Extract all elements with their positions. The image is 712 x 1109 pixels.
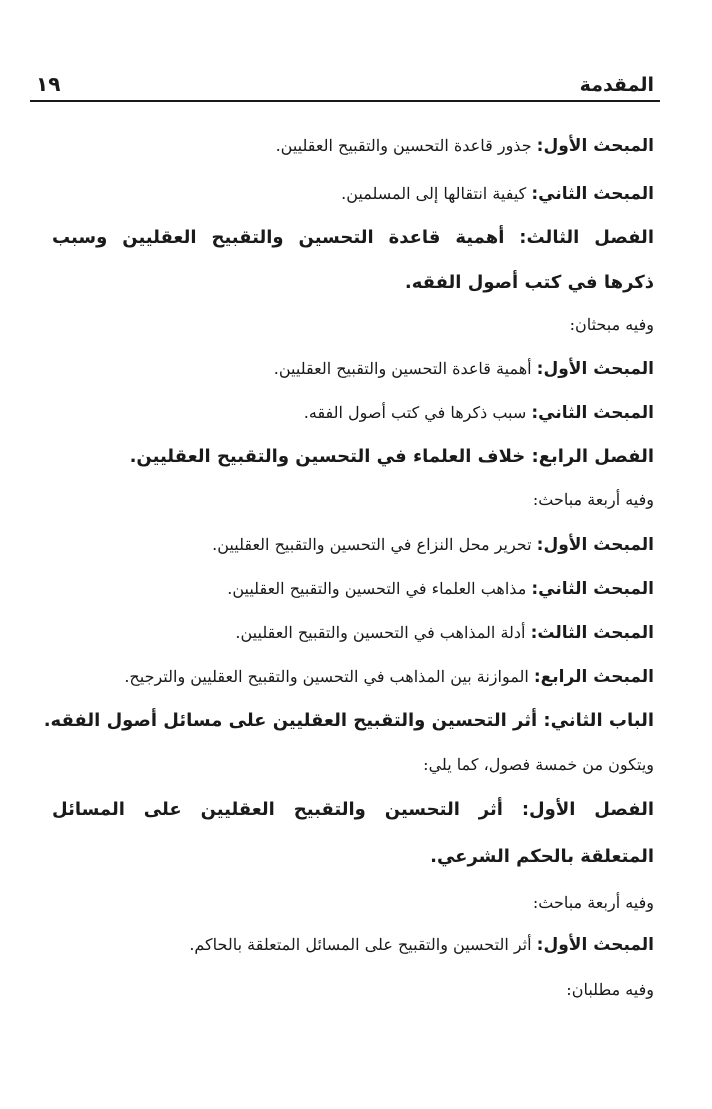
entry-text: تحرير محل النزاع في التحسين والتقبيح العقليين.	[212, 535, 537, 554]
entry-text: أهمية قاعدة التحسين والتقبيح العقليين.	[273, 359, 537, 378]
intro-line: وفيه مبحثان:	[569, 315, 654, 334]
entry-text: أثر التحسين والتقبيح على المسائل المتعلقة بالحاكم.	[189, 935, 537, 954]
chapter-heading-continued: المتعلقة بالحكم الشرعي.	[430, 846, 654, 867]
page-header	[36, 66, 654, 96]
header-rule	[30, 100, 660, 102]
entry-label: المبحث الأول:	[536, 359, 654, 379]
page-number: ١٩	[36, 72, 61, 96]
section-entry	[235, 618, 654, 648]
chapter-heading-continued: ذكرها في كتب أصول الفقه.	[404, 272, 654, 293]
entry-text: سبب ذكرها في كتب أصول الفقه.	[303, 403, 532, 422]
section-entry	[227, 574, 654, 604]
chapter-heading: الفصل الرابع: خلاف العلماء في التحسين والتقبيح العقليين.	[129, 446, 654, 467]
intro-line: ويتكون من خمسة فصول، كما يلي:	[423, 755, 654, 774]
section-entry	[124, 662, 654, 692]
entry-label: المبحث الثاني:	[531, 579, 654, 599]
chapter-heading: الفصل الأول: أثر التحسين والتقبيح العقليين على المسائل	[52, 799, 654, 820]
section-entry	[304, 398, 654, 428]
section-entry	[276, 131, 654, 161]
section-entry	[341, 179, 654, 209]
intro-line: وفيه أربعة مباحث:	[532, 490, 654, 509]
section-entry	[189, 930, 654, 960]
entry-label: المبحث الثاني:	[531, 403, 654, 423]
entry-text: أدلة المذاهب في التحسين والتقبيح العقليين.	[235, 623, 531, 642]
entry-text: جذور قاعدة التحسين والتقبيح العقليين.	[275, 136, 537, 155]
intro-line: وفيه أربعة مباحث:	[532, 893, 654, 912]
entry-text: مذاهب العلماء في التحسين والتقبيح العقليين.	[227, 579, 532, 598]
entry-label: المبحث الثاني:	[531, 184, 654, 204]
running-title: المقدمة	[579, 74, 654, 96]
entry-label: المبحث الأول:	[536, 535, 654, 555]
entry-label: المبحث الأول:	[536, 935, 654, 955]
part-heading: الباب الثاني: أثر التحسين والتقبيح العقليين على مسائل أصول الفقه.	[43, 710, 654, 731]
section-entry	[212, 530, 654, 560]
chapter-heading: الفصل الثالث: أهمية قاعدة التحسين والتقبيح العقليين وسبب	[52, 227, 654, 248]
entry-text: كيفية انتقالها إلى المسلمين.	[341, 184, 532, 203]
entry-label: المبحث الأول:	[536, 136, 654, 156]
intro-line: وفيه مطلبان:	[566, 980, 654, 999]
section-entry	[274, 354, 654, 384]
entry-text: الموازنة بين المذاهب في التحسين والتقبيح العقليين والترجيح.	[124, 667, 534, 686]
entry-label: المبحث الرابع:	[533, 667, 654, 687]
entry-label: المبحث الثالث:	[530, 623, 654, 643]
